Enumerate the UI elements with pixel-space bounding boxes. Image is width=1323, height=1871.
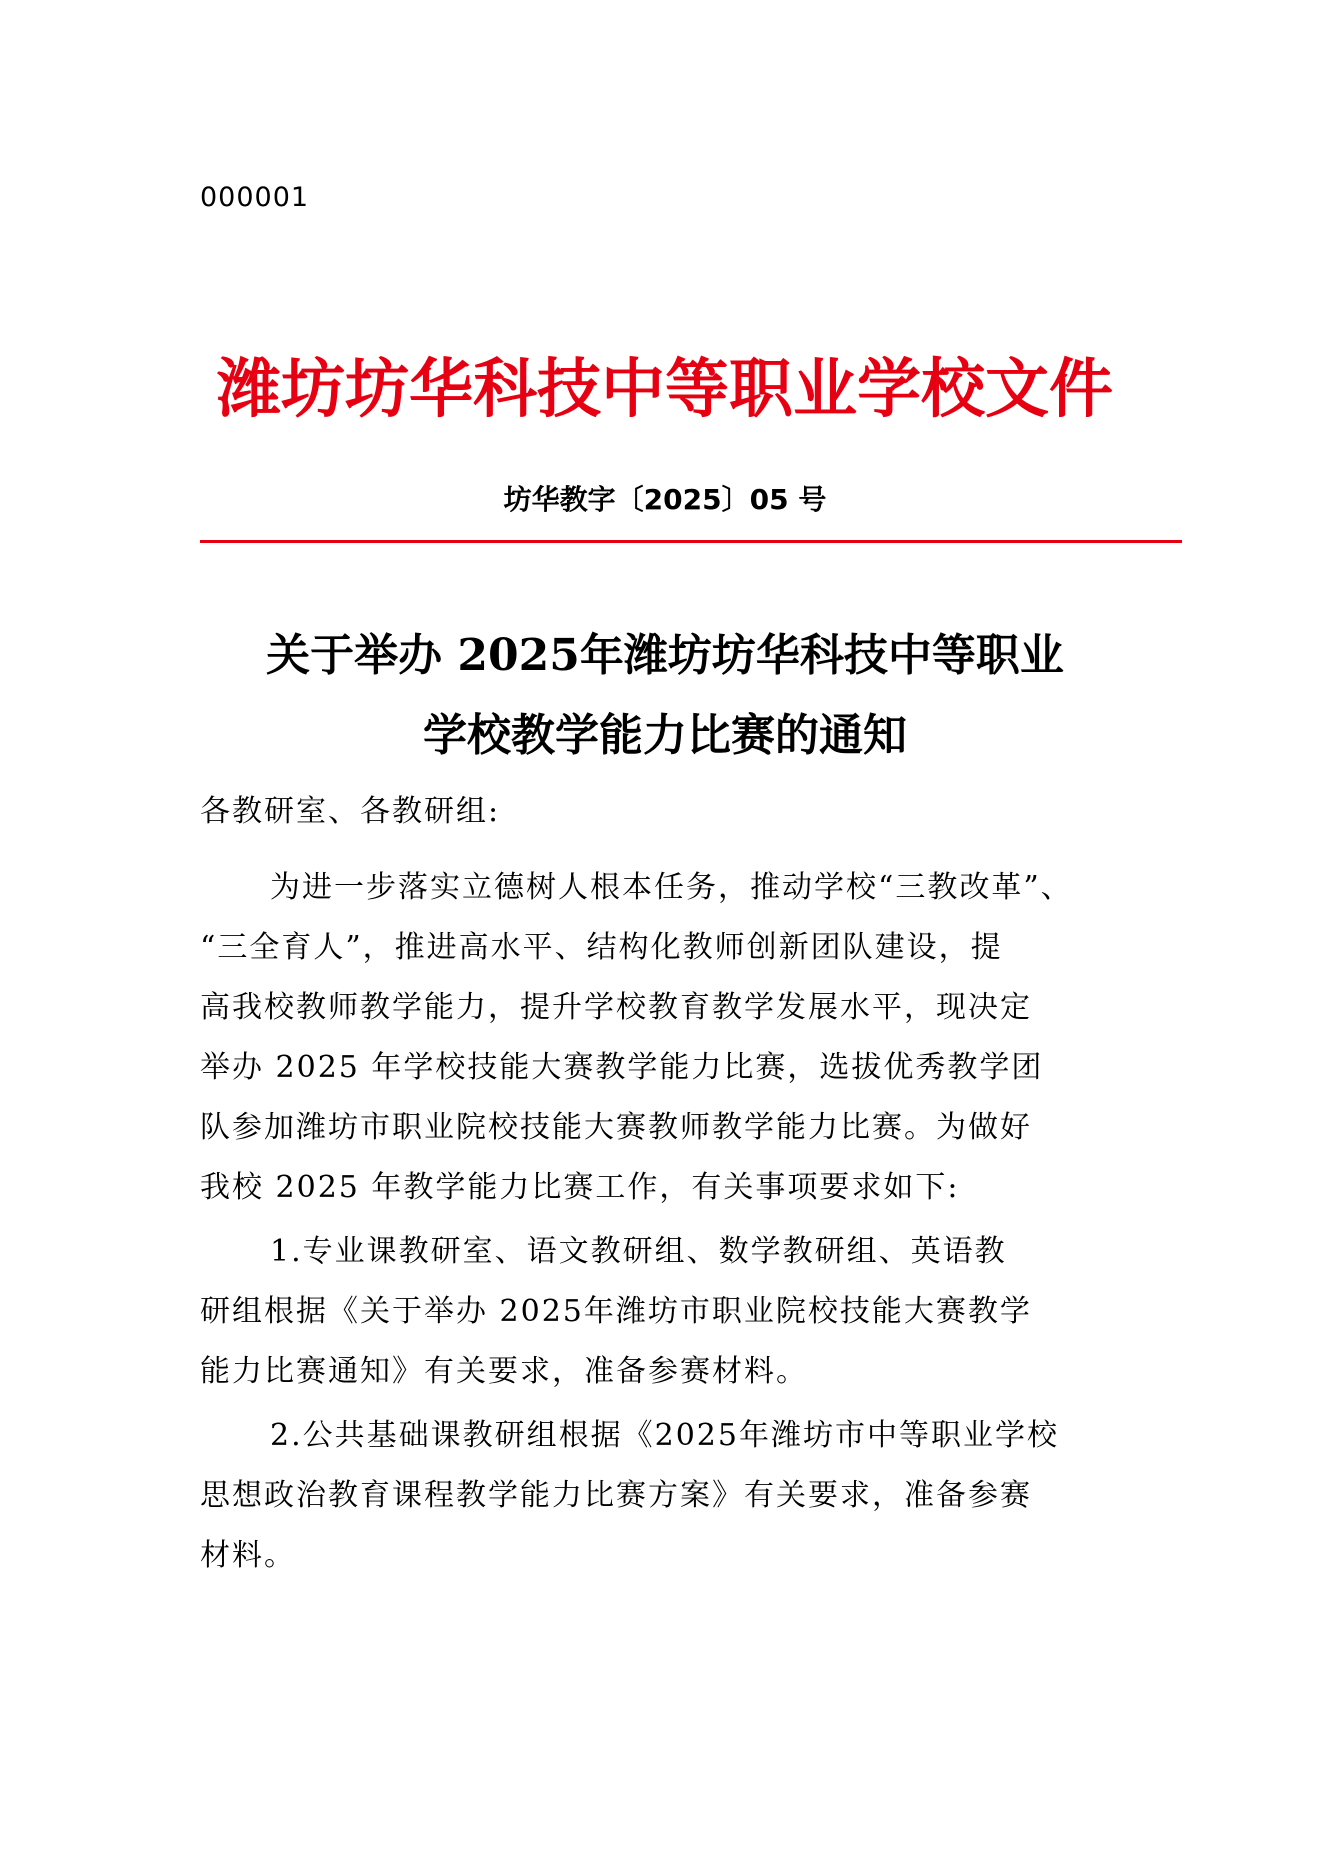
notice-title-line: 学校教学能力比赛的通知 [423, 710, 907, 761]
paragraph-line: 能力比赛通知》有关要求，准备参赛材料。 [200, 1354, 808, 1389]
notice-body [200, 782, 1135, 1586]
red-divider-rule [200, 540, 1182, 543]
masthead-title: 潍坊坊华科技中等职业学校文件 [217, 353, 1113, 427]
paragraph-intro [200, 858, 1135, 1218]
paragraph-line: 2.公共基础课教研组根据《2025年潍坊市中等职业学校 [270, 1418, 1059, 1453]
paragraph-line: “三全育人”，推进高水平、结构化教师创新团队建设，提 [200, 930, 1003, 965]
paragraph-line: 材料。 [200, 1538, 296, 1573]
paragraph-line: 思想政治教育课程教学能力比赛方案》有关要求，准备参赛 [200, 1478, 1032, 1513]
serial-number: 000001 [200, 182, 310, 213]
paragraph-line: 高我校教师教学能力，提升学校教育教学发展水平，现决定 [200, 990, 1032, 1025]
paragraph-line: 我校 2025 年教学能力比赛工作，有关事项要求如下: [200, 1170, 960, 1205]
paragraph-line: 研组根据《关于举办 2025年潍坊市职业院校技能大赛教学 [200, 1294, 1032, 1329]
paragraph-line: 队参加潍坊市职业院校技能大赛教师教学能力比赛。为做好 [200, 1110, 1032, 1145]
document-number: 坊华教字〔2025〕05 号 [503, 483, 827, 516]
paragraph-line: 为进一步落实立德树人根本任务，推动学校“三教改革”、 [270, 870, 1073, 905]
paragraph-line: 举办 2025 年学校技能大赛教学能力比赛，选拔优秀教学团 [200, 1050, 1044, 1085]
paragraph-item-2 [200, 1406, 1135, 1586]
notice-title [200, 616, 1130, 776]
notice-title-line: 关于举办 2025年潍坊坊华科技中等职业 [266, 630, 1064, 681]
paragraph-item-1 [200, 1222, 1135, 1402]
paragraph-line: 1.专业课教研室、语文教研组、数学教研组、英语教 [270, 1234, 1007, 1269]
spacer [200, 842, 1135, 858]
salutation: 各教研室、各教研组: [200, 794, 501, 829]
